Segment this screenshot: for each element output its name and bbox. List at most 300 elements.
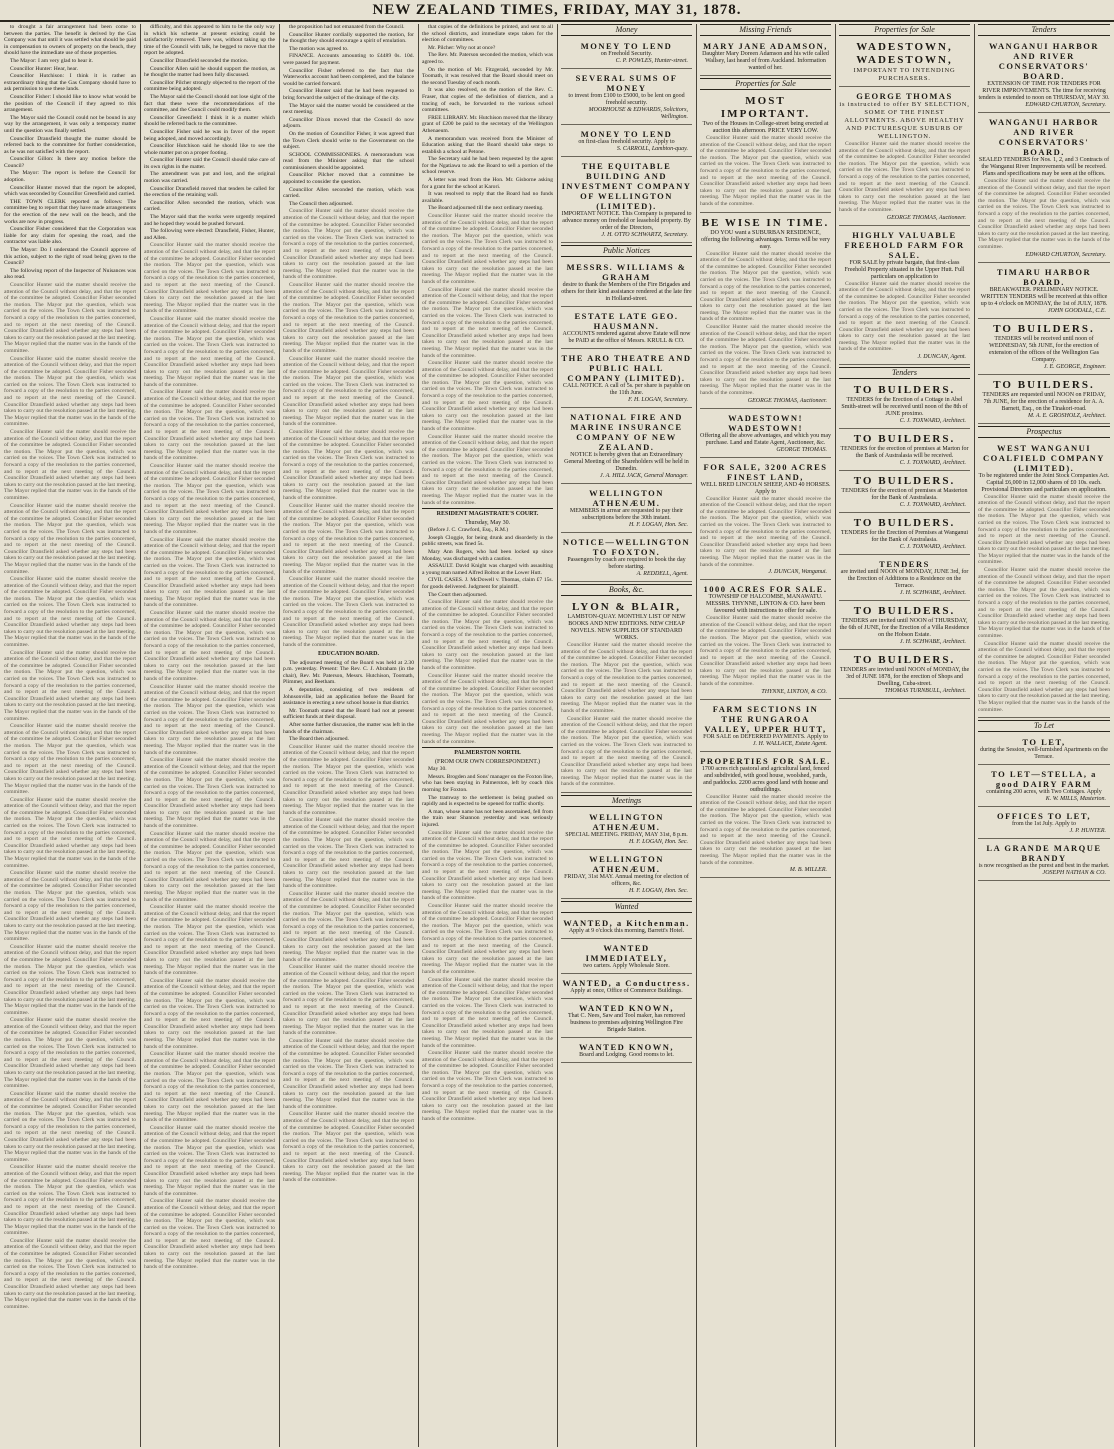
ad-signature: J. H. SCHWABE, Architect.	[899, 590, 966, 597]
paragraph: Councillor Hunter said the matter should receive the attention of the Council without delay, and that the report of the committee be adopted. Councillor Fisher seconded the motion. The Mayor put the question, which was carried on the voices. The Town Clerk was instructed to forward a copy of the resolution to the parties concerned, and to report at the next meeting of the Council. Councillor Dransfield asked whether any steps had been taken to carry out the resolution passed at the last meeting. The Mayor replied that the matter was in the hands of the committee.	[978, 178, 1110, 250]
advertisement	[561, 351, 692, 408]
ad-headline: WANGANUI HARBOR AND RIVER CONSERVATORS' BOARD.	[988, 117, 1100, 157]
paragraph: Councillor Hunter said the matter should receive the attention of the Council without delay, and that the report of the committee be adopted. Councillor Fisher seconded the motion. The Mayor put the question, which was carried on the voices. The Town Clerk was instructed to forward a copy of the resolution to the parties concerned, and to report at the next meeting of the Council. Councillor Dransfield asked whether any steps had been taken to carry out the resolution passed at the last meeting. The Mayor replied that the matter was in the hands of the committee.	[4, 870, 136, 943]
ad-headline: WANGANUI HARBOR AND RIVER CONSERVATORS' BOARD.	[988, 41, 1100, 81]
paragraph: Councillor Hunter said the matter should receive the attention of the Council without delay, and that the report of the committee be adopted. Councillor Fisher seconded the motion. The Mayor put the question, which was carried on the voices. The Town Clerk was instructed to forward a copy of the resolution to the parties concerned, and to report at the next meeting of the Council. Councillor Dransfield asked whether any steps had been taken to carry out the resolution passed at the last meeting. The Mayor replied that the matter was in the hands of the committee.	[4, 1090, 136, 1163]
category-heading: Tenders	[839, 367, 970, 379]
paragraph: On the motion of Councillor Fisher, it was agreed that the Town Clerk should write to the Government on the subject.	[283, 130, 414, 151]
advertisement	[700, 754, 831, 879]
paragraph: Councillor Hunter said the matter should receive the attention of the Council without delay, and that the report of the committee be adopted. Councillor Fisher seconded the motion. The Mayor put the question, which was carried on the voices. The Town Clerk was instructed to forward a copy of the resolution to the parties concerned, and to report at the next meeting of the Council. Councillor Dransfield asked whether any steps had been taken to carry out the resolution passed at the last meeting. The Mayor replied that the matter was in the hands of the committee.	[700, 615, 831, 688]
paragraph: (Before J. C. Crawford, Esq., R.M.)	[428, 527, 509, 534]
ad-body: SPECIAL MEETING. FRIDAY, MAY 31st, 8 p.m.	[565, 832, 688, 839]
paragraph: Councillor Fisher: I should like to know what would be the position of the Council if they agreed to this arrangement.	[4, 93, 136, 114]
ad-signature: F. H. LOGAN, Secretary.	[628, 397, 688, 403]
paragraph: Councillor Hunter said the matter should receive the attention of the Council without delay, and that the report of the committee be adopted. Councillor Fisher seconded the motion. The Mayor put the question, which was carried on the voices. The Town Clerk was instructed to forward a copy of the resolution to the parties concerned, and to report at the next meeting of the Council. Councillor Dransfield asked whether any steps had been taken to carry out the resolution passed at the last meeting. The Mayor replied that the matter was in the hands of the committee.	[283, 502, 414, 575]
advertisement	[978, 377, 1110, 424]
ad-body: TENDERS for the erection of premises at Masterton for the Bank of Australasia.	[841, 488, 968, 502]
ad-headline: TO BUILDERS.	[853, 517, 956, 530]
paragraph: Councillor Hunter said that he had been requested to bring forward the subject of the drainage of the city.	[283, 88, 414, 101]
paragraph: Councillor Hunter said the matter should receive the attention of the Council without delay, and that the report of the committee be adopted. Councillor Fisher seconded the motion. The Mayor put the question, which was carried on the voices. The Town Clerk was instructed to forward a copy of the resolution to the parties concerned, and to report at the next meeting of the Council. Councillor Dransfield asked whether any steps had been taken to carry out the resolution passed at the last meeting. The Mayor replied that the matter was in the hands of the committee.	[4, 429, 136, 501]
paragraph: Councillor Hunter said the matter should receive the attention of the Council without delay, and that the report of the committee be adopted. Councillor Fisher seconded the motion. The Mayor put the question, which was carried on the voices. The Town Clerk was instructed to forward a copy of the resolution to the parties concerned, and to report at the next meeting of the Council. Councillor Dransfield asked whether any steps had been taken to carry out the resolution passed at the last meeting. The Mayor replied that the matter was in the hands of the committee.	[700, 793, 831, 866]
ad-body: ACCOUNTS rendered against above Estate will now be PAID at the office of Messrs. KRULL & CO.	[562, 331, 691, 344]
paragraph: Councillor Hunter said the matter should receive the attention of the Council without delay, and that the report of the committee be adopted. Councillor Fisher seconded the motion. The Mayor put the question, which was carried on the voices. The Town Clerk was instructed to forward a copy of the resolution to the parties concerned, and to report at the next meeting of the Council. Councillor Dransfield asked whether any steps had been taken to carry out the resolution passed at the last meeting. The Mayor replied that the matter was in the hands of the committee.	[422, 829, 553, 902]
paragraph: The Mayor said the Council could not be bound in any way by the arrangement, it was only a temporary matter until the question was finally settled.	[4, 114, 136, 134]
ad-headline: TO BUILDERS.	[853, 605, 956, 618]
paragraph: Councillor Hunter said the matter should receive the attention of the Council without delay, and that the report of the committee be adopted. Councillor Fisher seconded the motion. The Mayor put the question, which was carried on the voices. The Town Clerk was instructed to forward a copy of the resolution to the parties concerned, and to report at the next meeting of the Council. Councillor Dransfield asked whether any steps had been taken to carry out the resolution passed at the last meeting. The Mayor replied that the matter was in the hands of the committee.	[283, 1037, 414, 1110]
paragraph: Councillor Hunter said the matter should receive the attention of the Council without delay, and that the report of the committee be adopted. Councillor Fisher seconded the motion. The Mayor put the question, which was carried on the voices. The Town Clerk was instructed to forward a copy of the resolution to the parties concerned, and to report at the next meeting of the Council. Councillor Dransfield asked whether any steps had been taken to carry out the resolution passed at the last meeting. The Mayor replied that the matter was in the hands of the committee.	[283, 208, 414, 281]
column-3	[283, 24, 414, 1447]
paragraph: Councillor Hunter said the matter should receive the attention of the Council without delay, and that the report of the committee be adopted. Councillor Fisher seconded the motion. The Mayor put the question, which was carried on the voices. The Town Clerk was instructed to forward a copy of the resolution to the parties concerned, and to report at the next meeting of the Council. Councillor Dransfield asked whether any steps had been taken to carry out the resolution passed at the last meeting. The Mayor replied that the matter was in the hands of the committee.	[144, 904, 275, 977]
paragraph: Councillor Hunter said the matter should receive the attention of the Council without delay, and that the report of the committee be adopted. Councillor Fisher seconded the motion. The Mayor put the question, which was carried on the voices. The Town Clerk was instructed to forward a copy of the resolution to the parties concerned, and to report at the next meeting of the Council. Councillor Dransfield asked whether any steps had been taken to carry out the resolution passed at the last meeting. The Mayor replied that the matter was in the hands of the committee.	[4, 943, 136, 1016]
ad-signature: M. B. MILLER.	[789, 867, 827, 874]
paragraph: Messrs. Brogden and Sons' manager on the Foxton line, who has been staying in Palmerston, left by coach this morning for Foxton.	[422, 773, 553, 793]
ad-headline: TO BUILDERS.	[993, 378, 1095, 391]
paragraph: Councillor Hunter said the matter should receive the attention of the Council without delay, and that the report of the committee be adopted. Councillor Fisher seconded the motion. The Mayor put the question, which was carried on the voices. The Town Clerk was instructed to forward a copy of the resolution to the parties concerned, and to report at the next meeting of the Council. Councillor Dransfield asked whether any steps had been taken to carry out the resolution passed at the last meeting. The Mayor replied that the matter was in the hands of the committee.	[978, 493, 1110, 566]
ad-headline: OFFICES TO LET,	[996, 811, 1092, 822]
paragraph: Councillor Hunter said the matter should receive the attention of the Council without delay, and that the report of the committee be adopted. Councillor Fisher seconded the motion. The Mayor put the question, which was carried on the voices. The Town Clerk was instructed to forward a copy of the resolution to the parties concerned, and to report at the next meeting of the Council. Councillor Dransfield asked whether any steps had been taken to carry out the resolution passed at the last meeting. The Mayor replied that the matter was in the hands of the committee.	[839, 280, 970, 353]
paragraph: Councillor Hunter said the matter should receive the attention of the Council without delay, and that the report of the committee be adopted. Councillor Fisher seconded the motion. The Mayor put the question, which was carried on the voices. The Town Clerk was instructed to forward a copy of the resolution to the parties concerned, and to report at the next meeting of the Council. Councillor Dransfield asked whether any steps had been taken to carry out the resolution passed at the last meeting. The Mayor replied that the matter was in the hands of the committee.	[4, 1017, 136, 1090]
ad-signature: GEORGE THOMAS, Auctioneer.	[747, 397, 827, 404]
ad-body: NOTICE is hereby given that an Extraordinary General Meeting of the Shareholders will be held in Dunedin.	[564, 452, 689, 472]
ad-body: to invest from £100 to £5000, to be lent on good freehold security.	[568, 93, 685, 106]
advertisement	[700, 582, 831, 700]
ad-headline: WANTED KNOWN,	[578, 1003, 675, 1014]
paragraph: Councillor Hunter said the matter should receive the attention of the Council without delay, and that the report of the committee be adopted. Councillor Fisher seconded the motion. The Mayor put the question, which was carried on the voices. The Town Clerk was instructed to forward a copy of the resolution to the parties concerned, and to report at the next meeting of the Council. Councillor Dransfield asked whether any steps had been taken to carry out the resolution passed at the last meeting. The Mayor replied that the matter was in the hands of the committee.	[283, 817, 414, 890]
ad-headline: LYON & BLAIR,	[571, 601, 682, 613]
paragraph: Councillor Hunter said the matter should receive the attention of the Council without delay, and that the report of the committee be adopted. Councillor Fisher seconded the motion. The Mayor put the question, which was carried on the voices. The Town Clerk was instructed to forward a copy of the resolution to the parties concerned, and to report at the next meeting of the Council. Councillor Dransfield asked whether any steps had been taken to carry out the resolution passed at the last meeting. The Mayor replied that the matter was in the hands of the committee.	[283, 1111, 414, 1184]
ad-body: FOR SALE by private bargain, that first-class Freehold Property situated in the Upper Hutt. Full particulars on application to	[844, 259, 965, 280]
ad-headline: WELLINGTON ATHENÆUM.	[589, 854, 664, 875]
advertisement	[839, 652, 970, 699]
advertisement	[561, 1040, 692, 1063]
ad-body: 1700 acres rich pastoral and agricultural land, fenced and subdivided, with good house, woolshed, yards, and paddocks. 2200 acres good land with house and outbuildings.	[701, 765, 830, 793]
ad-headline: NATIONAL FIRE AND MARINE INSURANCE COMPANY OF NEW ZEALAND.	[570, 412, 683, 452]
advertisement	[978, 39, 1110, 113]
advertisement	[839, 603, 970, 650]
paragraph: Councillor Greenfield: I think it is a matter which should be referred back to the committee.	[144, 114, 275, 128]
ad-body: Apply at once, Office of Commerce Buildings.	[570, 988, 683, 995]
ad-signature: C. J. TOXWARD, Architect.	[899, 502, 966, 509]
ad-signature: EDWARD CHURTON, Secretary.	[1025, 251, 1106, 258]
paragraph: The adjourned meeting of the Board was held at 2.30 p.m. yesterday. Present: The Rev. C. J. Abraham (in the chair), Rev. Mr. Paterson, Messrs. Hutchison, Toomath, Plimmer, and Beetham.	[283, 659, 414, 686]
ad-body: Apply at 9 o'clock this morning, Barrett's Hotel.	[568, 928, 685, 935]
ad-signature: J. P. HUNTER.	[1069, 828, 1106, 835]
column-5-ads	[561, 24, 692, 1447]
column-rule	[140, 24, 141, 1447]
ad-body: EXTENSION OF TIME FOR TENDERS FOR RIVER IMPROVEMENTS. The time for receiving tenders is extended to noon on THURSDAY, MAY 30.	[978, 81, 1110, 101]
masthead-title: NEW ZEALAND TIMES, FRIDAY, MAY 31, 1878.	[372, 1, 742, 18]
paragraph: Councillor Hunter said the matter should receive the attention of the Council without delay, and that the report of the committee be adopted. Councillor Fisher seconded the motion. The Mayor put the question, which was carried on the voices. The Town Clerk was instructed to forward a copy of the resolution to the parties concerned, and to report at the next meeting of the Council. Councillor Dransfield asked whether any steps had been taken to carry out the resolution passed at the last meeting. The Mayor replied that the matter was in the hands of the committee.	[422, 433, 553, 506]
ad-signature: THYNNE, LINTON, & CO.	[761, 688, 827, 695]
paragraph: Councillor Fisher referred to the fact that the Waterworks account had been completed, and the balance would be carried forward.	[283, 67, 414, 87]
category-heading: Meetings	[561, 795, 692, 807]
advertisement	[700, 39, 831, 76]
paragraph: Councillor Hunter said the matter should receive the attention of the Council without delay, and that the report of the committee be adopted. Councillor Fisher seconded the motion. The Mayor put the question, which was carried on the voices. The Town Clerk was instructed to forward a copy of the resolution to the parties concerned, and to report at the next meeting of the Council. Councillor Dransfield asked whether any steps had been taken to carry out the resolution passed at the last meeting. The Mayor replied that the matter was in the hands of the committee.	[283, 281, 414, 354]
ad-signature: J. DUNCAN, Agent.	[917, 354, 966, 361]
paragraph: The Mayor: I am very glad to hear it.	[10, 57, 94, 64]
paragraph: SCHOOL COMMISSIONERS. A memorandum was read from the Minister asking that the school commissioners should be appointed.	[283, 151, 414, 171]
advertisement	[561, 260, 692, 307]
paragraph: Councillor Hunter said the matter should receive the attention of the Council without delay, and that the report of the committee be adopted. Councillor Fisher seconded the motion. The Mayor put the question, which was carried on the voices. The Town Clerk was instructed to forward a copy of the resolution to the parties concerned, and to report at the next meeting of the Council. Councillor Dransfield asked whether any steps had been taken to carry out the resolution passed at the last meeting. The Mayor replied that the matter was in the hands of the committee.	[978, 640, 1110, 713]
paragraph: Councillor Dixon moved that the Council do now adjourn.	[283, 116, 414, 130]
ad-body: TENDERS for the Erection of Premises at Wanganui for the Bank of Australasia.	[840, 530, 969, 544]
ad-headline: THE EQUITABLE BUILDING AND INVESTMENT COMPANY OF WELLINGTON (LIMITED).	[561, 161, 692, 211]
paragraph: CIVIL CASES. J. McDowell v. Thomas, claim £7 15s. for goods delivered. Judgment for plaintiff.	[422, 577, 553, 590]
paragraph: Councillor Hunter said the matter should receive the attention of the Council without delay, and that the report of the committee be adopted. Councillor Fisher seconded the motion. The Mayor put the question, which was carried on the voices. The Town Clerk was instructed to forward a copy of the resolution to the parties concerned, and to report at the next meeting of the Council. Councillor Dransfield asked whether any steps had been taken to carry out the resolution passed at the last meeting. The Mayor replied that the matter was in the hands of the committee.	[144, 242, 275, 315]
paragraph: Councillor Hunter said the matter should receive the attention of the Council without delay, and that the report of the committee be adopted. Councillor Fisher seconded the motion. The Mayor put the question, which was carried on the voices. The Town Clerk was instructed to forward a copy of the resolution to the parties concerned, and to report at the next meeting of the Council. Councillor Dransfield asked whether any steps had been taken to carry out the resolution passed at the last meeting. The Mayor replied that the matter was in the hands of the committee.	[4, 355, 136, 428]
paragraph: The Board adjourned till the next ordinary meeting.	[428, 205, 544, 212]
ad-headline: MOST IMPORTANT.	[720, 95, 811, 120]
advertisement	[700, 411, 831, 458]
column-rule	[418, 24, 419, 1447]
paragraph: A deputation, consisting of two residents of Johnsonville, laid an application before the Board for assistance in erecting a new school house in that district.	[283, 687, 414, 707]
ad-headline: TIMARU HARBOR BOARD.	[996, 266, 1092, 287]
paragraph: The tramway to the settlement is being pushed on rapidly and is expected to be opened for traffic shortly.	[422, 794, 553, 808]
section-subheading: (FROM OUR OWN CORRESPONDENT.)	[435, 759, 540, 766]
ad-headline: MARY JANE ADAMSON,	[703, 41, 828, 51]
ad-signature: A. REDDELL, Agent.	[636, 571, 688, 577]
paragraph: Councillor Hunter said the matter should receive the attention of the Council without delay, and that the report of the committee be adopted. Councillor Fisher seconded the motion. The Mayor put the question, which was carried on the voices. The Town Clerk was instructed to forward a copy of the resolution to the parties concerned, and to report at the next meeting of the Council. Councillor Dransfield asked whether any steps had been taken to carry out the resolution passed at the last meeting. The Mayor replied that the matter was in the hands of the committee.	[144, 830, 275, 903]
paragraph: Councillor Hunter said the matter should receive the attention of the Council without delay, and that the report of the committee be adopted. Councillor Fisher seconded the motion. The Mayor put the question, which was carried on the voices. The Town Clerk was instructed to forward a copy of the resolution to the parties concerned, and to report at the next meeting of the Council. Councillor Dransfield asked whether any steps had been taken to carry out the resolution passed at the last meeting. The Mayor replied that the matter was in the hands of the committee.	[4, 649, 136, 722]
paragraph: Councillor Hunter said the matter should receive the attention of the Council without delay, and that the report of the committee be adopted. Councillor Fisher seconded the motion. The Mayor put the question, which was carried on the voices. The Town Clerk was instructed to forward a copy of the resolution to the parties concerned, and to report at the next meeting of the Council. Councillor Dransfield asked whether any steps had been taken to carry out the resolution passed at the last meeting. The Mayor replied that the matter was in the hands of the committee.	[4, 502, 136, 575]
ad-signature: J. E. GEORGE, Engineer.	[1043, 363, 1106, 370]
paragraph: Councillor Hunter said the matter should receive the attention of the Council without delay, and that the report of the committee be adopted. Councillor Fisher seconded the motion. The Mayor put the question, which was carried on the voices. The Town Clerk was instructed to forward a copy of the resolution to the parties concerned, and to report at the next meeting of the Council. Councillor Dransfield asked whether any steps had been taken to carry out the resolution passed at the last meeting. The Mayor replied that the matter was in the hands of the committee.	[422, 903, 553, 975]
ad-body: IMPORTANT TO INTENDING PURCHASERS.	[853, 67, 956, 82]
advertisement	[978, 767, 1110, 807]
ad-signature: J. DUNCAN, Wanganui.	[768, 569, 827, 576]
paragraph: Councillor Hunter said the matter should receive the attention of the Council without delay, and that the report of the committee be adopted. Councillor Fisher seconded the motion. The Mayor put the question, which was carried on the voices. The Town Clerk was instructed to forward a copy of the resolution to the parties concerned, and to report at the next meeting of the Council. Councillor Dransfield asked whether any steps had been taken to carry out the resolution passed at the last meeting. The Mayor replied that the matter was in the hands of the committee.	[561, 715, 692, 788]
section-subheading: Thursday, May 30.	[464, 520, 511, 527]
paragraph: Councillor Hunter said the matter should receive the attention of the Council without delay, and that the report of the committee be adopted. Councillor Fisher seconded the motion. The Mayor put the question, which was carried on the voices. The Town Clerk was instructed to forward a copy of the resolution to the parties concerned, and to report at the next meeting of the Council. Councillor Dransfield asked whether any steps had been taken to carry out the resolution passed at the last meeting. The Mayor replied that the matter was in the hands of the committee.	[4, 281, 136, 354]
advertisement	[978, 841, 1110, 881]
advertisement	[839, 431, 970, 471]
ad-headline: WANTED, a Kitchenman.	[563, 918, 690, 929]
paragraph: Councillor Hunter said the matter should receive the attention of the Council without delay, and that the report of the committee be adopted. Councillor Fisher seconded the motion. The Mayor put the question, which was carried on the voices. The Town Clerk was instructed to forward a copy of the resolution to the parties concerned, and to report at the next meeting of the Council. Councillor Dransfield asked whether any steps had been taken to carry out the resolution passed at the last meeting. The Mayor replied that the matter was in the hands of the committee.	[283, 429, 414, 501]
paragraph: to drought a fair arrangement had been come to between the parties. The benefit is derived by the Gas Company was that until it was settled what should be paid in compensation to owners of property on the beach, they should have the immediate use of those properties.	[4, 24, 136, 57]
ad-headline: TO LET—STELLA, a good DAIRY FARM	[991, 769, 1097, 790]
paragraph: Councillor Allen said he should support the motion, as he thought the matter had been fully discussed.	[144, 65, 275, 79]
column-rule	[279, 24, 280, 1447]
ad-headline: TO BUILDERS.	[853, 475, 956, 488]
advertisement	[978, 735, 1110, 765]
paragraph: Councillor Dransfield seconded the motion.	[150, 57, 249, 64]
paragraph: Councillor Hunter said the matter should receive the attention of the Council without delay, and that the report of the committee be adopted. Councillor Fisher seconded the motion. The Mayor put the question, which was carried on the voices. The Town Clerk was instructed to forward a copy of the resolution to the parties concerned, and to report at the next meeting of the Council. Councillor Dransfield asked whether any steps had been taken to carry out the resolution passed at the last meeting. The Mayor replied that the matter was in the hands of the committee.	[422, 599, 553, 672]
paragraph: Councillor Dransfield thought the matter should be referred back to the committee for further consideration, as he was not satisfied with the report.	[4, 135, 136, 155]
paragraph: Councillor Hunter said the matter should receive the attention of the Council without delay, and that the report of the committee be adopted. Councillor Fisher seconded the motion. The Mayor put the question, which was carried on the voices. The Town Clerk was instructed to forward a copy of the resolution to the parties concerned, and to report at the next meeting of the Council. Councillor Dransfield asked whether any steps had been taken to carry out the resolution passed at the last meeting. The Mayor replied that the matter was in the hands of the committee.	[144, 1051, 275, 1124]
ad-signature: C. J. TOXWARD, Architect.	[899, 418, 966, 425]
paragraph: The Mayor: The report is before the Council for adoption.	[4, 170, 136, 184]
ad-signature: JOSEPH NATHAN & CO.	[1042, 870, 1106, 877]
ad-signature: C. P. POWLES, Hunter-street.	[615, 58, 688, 64]
ad-body: LAMBTON-QUAY. MONTHLY LIST OF NEW BOOKS AND NEW EDITIONS. NEW CHEAP NOVELS. NEW SUPPLIES OF STANDARD WORKS.	[567, 614, 686, 641]
paragraph: Councillor Gillon: Is there any motion before the Council?	[4, 156, 136, 169]
category-heading: Public Notices	[561, 245, 692, 257]
paragraph: The following report of the Inspector of Nuisances was also read.	[4, 267, 136, 281]
advertisement	[561, 486, 692, 533]
ad-headline: WEST WANGANUI COALFIELD COMPANY (LIMITED).	[983, 442, 1105, 473]
paragraph: Councillor Hunter said the matter should receive the attention of the Council without delay, and that the report of the committee be adopted. Councillor Fisher seconded the motion. The Mayor put the question, which was carried on the voices. The Town Clerk was instructed to forward a copy of the resolution to the parties concerned, and to report at the next meeting of the Council. Councillor Dransfield asked whether any steps had been taken to carry out the resolution passed at the last meeting. The Mayor replied that the matter was in the hands of the committee.	[144, 1124, 275, 1197]
ad-headline: WADESTOWN, WADESTOWN,	[856, 41, 953, 66]
paragraph: Mary Ann Rogers, who had been locked up since Monday, was discharged with a caution.	[422, 548, 553, 562]
ad-headline: SEVERAL SUMS OF MONEY	[575, 73, 678, 93]
ad-signature: S. CARROLL, Lambton-quay.	[616, 146, 688, 152]
ad-headline: LA GRANDE MARQUE BRANDY	[986, 843, 1102, 864]
ad-headline: WANTED KNOWN,	[578, 1042, 675, 1053]
ad-body: That C. Nees, Saw and Tool maker, has removed business to premises adjoining Wellington Fire Brigade Station.	[567, 1013, 686, 1034]
advertisement	[561, 1001, 692, 1038]
advertisement	[839, 39, 970, 87]
advertisement	[561, 410, 692, 484]
paragraph: Councillor Hunter said the matter should receive the attention of the Council without delay, and that the report of the committee be adopted. Councillor Fisher seconded the motion. The Mayor put the question, which was carried on the voices. The Town Clerk was instructed to forward a copy of the resolution to the parties concerned, and to report at the next meeting of the Council. Councillor Dransfield asked whether any steps had been taken to carry out the resolution passed at the last meeting. The Mayor replied that the matter was in the hands of the committee.	[4, 1237, 136, 1310]
paragraph: Councillor Pilcher strongly objected to the report of the committee being adopted.	[144, 79, 275, 93]
paragraph: The following were elected: Dransfield, Fisher, Hunter, and Allen.	[144, 228, 275, 241]
column-4	[422, 24, 553, 1447]
paragraph: ASSAULT. David Knight was charged with assaulting a young man named Alfred Bolton at the Lower Hutt.	[422, 563, 553, 576]
ad-body: To be registered under the Joint Stock Companies Act. Capital £6,000 in 12,000 shares of £0 10s. each. Provisional Directors and particulars on application.	[978, 472, 1110, 493]
paragraph: Mr. Pilcher: Why not at once?	[428, 44, 496, 51]
ad-headline: FARM SECTIONS IN THE RUNGAROA VALLEY, UPPER HUTT,	[704, 703, 827, 734]
paragraph: The Board then adjourned.	[289, 736, 349, 743]
paragraph: It was resolved to reply that the Board had no funds available.	[422, 191, 553, 204]
paragraph: Councillor Hunter said the matter should receive the attention of the Council without delay, and that the report of the committee be adopted. Councillor Fisher seconded the motion. The Mayor put the question, which was carried on the voices. The Town Clerk was instructed to forward a copy of the resolution to the parties concerned, and to report at the next meeting of the Council. Councillor Dransfield asked whether any steps had been taken to carry out the resolution passed at the last meeting. The Mayor replied that the matter was in the hands of the committee.	[422, 672, 553, 745]
ad-body: desire to thank the Members of the Fire Brigades and others for their kind assistance rendered at the late fire in Holland-street.	[561, 282, 692, 302]
category-heading: Missing Friends	[700, 24, 831, 36]
paragraph: Councillor Fisher said he was in favor of the report being adopted, and moved accordingly.	[144, 128, 275, 142]
paragraph: Councillor Allen seconded the motion, which was carried.	[144, 199, 275, 213]
paragraph: The motion was agreed to.	[289, 45, 349, 52]
category-heading: To Let	[978, 720, 1110, 732]
ad-headline: TO BUILDERS.	[853, 384, 956, 397]
paragraph: After some further discussion, the matter was left in the hands of the chairman.	[283, 721, 414, 735]
ad-body: on Freehold Security.	[600, 51, 653, 57]
advertisement	[561, 599, 692, 793]
paragraph: The Rev. Mr. Paterson seconded the motion, which was agreed to.	[422, 52, 553, 65]
paragraph: THE TOWN CLERK reported as follows: The committee beg to report that they have made arrangements for the erection of the new wall on the beach, and the works are now in progress.	[4, 198, 136, 225]
paragraph: Councillor Allen seconded the motion, which was carried.	[283, 186, 414, 200]
paragraph: Councillor Hunter said the matter should receive the attention of the Council without delay, and that the report of the committee be adopted. Councillor Fisher seconded the motion. The Mayor put the question, which was carried on the voices. The Town Clerk was instructed to forward a copy of the resolution to the parties concerned, and to report at the next meeting of the Council. Councillor Dransfield asked whether any steps had been taken to carry out the resolution passed at the last meeting. The Mayor replied that the matter was in the hands of the committee.	[283, 964, 414, 1037]
ad-body: two carters. Apply Wholesale Store.	[583, 963, 670, 970]
advertisement	[978, 115, 1110, 263]
paragraph: Councillor Hunter: Hear, hear.	[10, 65, 78, 72]
column-8-ads	[978, 24, 1110, 1447]
ad-headline: HIGHLY VALUABLE FREEHOLD FARM FOR SALE.	[844, 229, 965, 260]
section-heading: PALMERSTON NORTH.	[422, 747, 553, 757]
ad-body: TENDERS for the Erection of a Cottage in Abel Smith-street will be received until noon of the 8th of JUNE proximo.	[841, 397, 968, 418]
paragraph: Councillor Hutchison said he should like to see the whole matter put on a proper footing.	[144, 143, 275, 156]
paragraph: FINANCE. Accounts amounting to £4489 0s. 10d. were passed for payment.	[283, 53, 414, 66]
paragraph: The Secretary said he had been requested by the agent for the Ngatiawa to ask the Board to sell a portion of the school reserve.	[422, 156, 553, 176]
paragraph: difficulty, and this appeared to him to be the only way in which his scheme at present existing could be satisfactorily removed. There was, without taking up the time of the Council with talk, he begged to move that the report be adopted.	[144, 24, 275, 57]
column-7-ads	[839, 24, 970, 1447]
ad-body: TENDERS are invited until NOON of THURSDAY, the 6th of JUNE, for the Erection of a Villa Residence on the Hobson Estate.	[839, 618, 970, 639]
paragraph: Councillor Hunter said the matter should receive the attention of the Council without delay, and that the report of the committee be adopted. Councillor Fisher seconded the motion. The Mayor put the question, which was carried on the voices. The Town Clerk was instructed to forward a copy of the resolution to the parties concerned, and to report at the next meeting of the Council. Councillor Dransfield asked whether any steps had been taken to carry out the resolution passed at the last meeting. The Mayor replied that the matter was in the hands of the committee.	[283, 743, 414, 816]
paragraph: Councillor Hunter said the matter should receive the attention of the Council without delay, and that the report of the committee be adopted. Councillor Fisher seconded the motion. The Mayor put the question, which was carried on the voices. The Town Clerk was instructed to forward a copy of the resolution to the parties concerned, and to report at the next meeting of the Council. Councillor Dransfield asked whether any steps had been taken to carry out the resolution passed at the last meeting. The Mayor replied that the matter was in the hands of the committee.	[144, 315, 275, 388]
ad-headline: MONEY TO LEND	[580, 129, 673, 139]
paragraph: Councillor Hunter said the matter should receive the attention of the Council without delay, and that the report of the committee be adopted. Councillor Fisher seconded the motion. The Mayor put the question, which was carried on the voices. The Town Clerk was instructed to forward a copy of the resolution to the parties concerned, and to report at the next meeting of the Council. Councillor Dransfield asked whether any steps had been taken to carry out the resolution passed at the last meeting. The Mayor replied that the matter was in the hands of the committee.	[4, 723, 136, 796]
ad-headline: GEORGE THOMAS	[856, 91, 953, 101]
paragraph: A letter was read from the Hon. Mr. Gisborne asking for a grant for the school at Karori.	[422, 177, 553, 190]
ad-body: TENDERS are requested until NOON on FRIDAY, 7th JUNE, for the erection of a residence for A. A. Barnett, Esq., on the Tinakori-road.	[982, 391, 1106, 412]
category-heading: Wanted	[561, 901, 692, 913]
paragraph: Councillor Hunter said the matter should receive the attention of the Council without delay, and that the report of the committee be adopted. Councillor Fisher seconded the motion. The Mayor put the question, which was carried on the voices. The Town Clerk was instructed to forward a copy of the resolution to the parties concerned, and to report at the next meeting of the Council. Councillor Dransfield asked whether any steps had been taken to carry out the resolution passed at the last meeting. The Mayor replied that the matter was in the hands of the committee.	[283, 576, 414, 649]
ad-headline: TO BUILDERS.	[853, 433, 956, 446]
paragraph: Councillor Hunter said the matter should receive the attention of the Council without delay, and that the report of the committee be adopted. Councillor Fisher seconded the motion. The Mayor put the question, which was carried on the voices. The Town Clerk was instructed to forward a copy of the resolution to the parties concerned, and to report at the next meeting of the Council. Councillor Dransfield asked whether any steps had been taken to carry out the resolution passed at the last meeting. The Mayor replied that the matter was in the hands of the committee.	[700, 250, 831, 323]
paragraph: Councillor Hunter said the matter should receive the attention of the Council without delay, and that the report of the committee be adopted. Councillor Fisher seconded the motion. The Mayor put the question, which was carried on the voices. The Town Clerk was instructed to forward a copy of the resolution to the parties concerned, and to report at the next meeting of the Council. Councillor Dransfield asked whether any steps had been taken to carry out the resolution passed at the last meeting. The Mayor replied that the matter was in the hands of the committee.	[144, 1198, 275, 1271]
ad-headline: WELLINGTON ATHENÆUM.	[589, 812, 664, 833]
advertisement	[561, 159, 692, 243]
ad-body: BREAKWATER. PRELIMINARY NOTICE. WRITTEN TENDERS will be received at this office up to 4 o'clock on MONDAY, the 1st of JULY, 1878.	[980, 286, 1108, 307]
paragraph: Councillor Hunter said the Council should take care of its own rights in the matter.	[144, 157, 275, 170]
ad-signature: C. J. TOXWARD, Architect.	[899, 460, 966, 467]
advertisement	[561, 852, 692, 899]
advertisement	[561, 535, 692, 582]
paragraph: The amendment was put and lost, and the original motion was carried.	[144, 171, 275, 185]
paragraph: May 30.	[428, 766, 447, 773]
paragraph: Councillor Hunter said the matter should receive the attention of the Council without delay, and that the report of the committee be adopted. Councillor Fisher seconded the motion. The Mayor put the question, which was carried on the voices. The Town Clerk was instructed to forward a copy of the resolution to the parties concerned, and to report at the next meeting of the Council. Councillor Dransfield asked whether any steps had been taken to carry out the resolution passed at the last meeting. The Mayor replied that the matter was in the hands of the committee.	[700, 495, 831, 568]
paragraph: Councillor Hunter said the matter should receive the attention of the Council without delay, and that the report of the committee be adopted. Councillor Fisher seconded the motion. The Mayor put the question, which was carried on the voices. The Town Clerk was instructed to forward a copy of the resolution to the parties concerned, and to report at the next meeting of the Council. Councillor Dransfield asked whether any steps had been taken to carry out the resolution passed at the last meeting. The Mayor replied that the matter was in the hands of the committee.	[839, 141, 970, 213]
ad-body: SEALED TENDERS for Nos. 1, 2, and 3 Contracts of the Wanganui River Improvements will be received. Plans and specifications may be seen at the offices.	[978, 157, 1110, 177]
paragraph: Councillor Hunter said the matter should receive the attention of the Council without delay, and that the report of the committee be adopted. Councillor Fisher seconded the motion. The Mayor put the question, which was carried on the voices. The Town Clerk was instructed to forward a copy of the resolution to the parties concerned, and to report at the next meeting of the Council. Councillor Dransfield asked whether any steps had been taken to carry out the resolution passed at the last meeting. The Mayor replied that the matter was in the hands of the committee.	[700, 324, 831, 396]
ad-headline: BE WISE IN TIME.	[701, 216, 830, 229]
ad-body: CALL NOTICE. A call of 5s. per share is payable on the 11th June.	[562, 383, 691, 396]
paragraph: Councillor Hunter said the matter should receive the attention of the Council without delay, and that the report of the committee be adopted. Councillor Fisher seconded the motion. The Mayor put the question, which was carried on the voices. The Town Clerk was instructed to forward a copy of the resolution to the parties concerned, and to report at the next meeting of the Council. Councillor Dransfield asked whether any steps had been taken to carry out the resolution passed at the last meeting. The Mayor replied that the matter was in the hands of the committee.	[144, 977, 275, 1050]
ad-signature: M. A. E. GROSHOLZ, Architect.	[1027, 412, 1106, 419]
advertisement	[839, 473, 970, 513]
advertisement	[978, 441, 1110, 719]
column-rule	[696, 24, 697, 1447]
ad-headline: WELLINGTON ATHENÆUM.	[589, 488, 664, 508]
paragraph: The Mayor said the matter would be considered at the next meeting.	[283, 102, 414, 116]
advertisement	[561, 941, 692, 974]
column-1	[4, 24, 136, 1447]
advertisement	[839, 89, 970, 226]
paragraph: Councillor Hunter said the matter should receive the attention of the Council without delay, and that the report of the committee be adopted. Councillor Fisher seconded the motion. The Mayor put the question, which was carried on the voices. The Town Clerk was instructed to forward a copy of the resolution to the parties concerned, and to report at the next meeting of the Council. Councillor Dransfield asked whether any steps had been taken to carry out the resolution passed at the last meeting. The Mayor replied that the matter was in the hands of the committee.	[700, 135, 831, 207]
ad-headline: WANTED IMMEDIATELY,	[585, 943, 668, 964]
column-rule	[974, 24, 975, 1447]
column-rule	[835, 24, 836, 1447]
paragraph: It was also resolved, on the motion of the Rev. C. Fraser, that copies of the definition of districts, and a tracing of each, be forwarded to the various school committees.	[422, 87, 553, 114]
ad-headline: NOTICE—WELLINGTON TO FOXTON.	[562, 537, 691, 557]
masthead	[0, 0, 1114, 22]
paragraph: The Mayor said the Council should not lose sight of the fact that these were the recommendations of the committee, and the Council could modify them.	[144, 93, 275, 114]
ad-body: IMPORTANT NOTICE. This Company is prepared to advance money on freehold or leasehold property. By order of the Directors,	[561, 211, 692, 231]
paragraph: Councillor Hunter said the matter should receive the attention of the Council without delay, and that the report of the committee be adopted. Councillor Fisher seconded the motion. The Mayor put the question, which was carried on the voices. The Town Clerk was instructed to forward a copy of the resolution to the parties concerned, and to report at the next meeting of the Council. Councillor Dransfield asked whether any steps had been taken to carry out the resolution passed at the last meeting. The Mayor replied that the matter was in the hands of the committee.	[422, 213, 553, 285]
paragraph: Councillor Hunter said the matter should receive the attention of the Council without delay, and that the report of the committee be adopted. Councillor Fisher seconded the motion. The Mayor put the question, which was carried on the voices. The Town Clerk was instructed to forward a copy of the resolution to the parties concerned, and to report at the next meeting of the Council. Councillor Dransfield asked whether any steps had been taken to carry out the resolution passed at the last meeting. The Mayor replied that the matter was in the hands of the committee.	[144, 757, 275, 830]
ad-body: Daughter Mary Doreen Adamson and his wife called Wallsey, last heard of from Auckland. Information wanted of her.	[702, 51, 829, 71]
ad-body: TOWNSHIP OF HALCOMBE, MANAWATU. MESSRS. THYNNE, LINTON & CO. have been favoured with instructions to offer for sale.	[706, 594, 825, 615]
paragraph: Councillor Hunter said the matter should receive the attention of the Council without delay, and that the report of the committee be adopted. Councillor Fisher seconded the motion. The Mayor put the question, which was carried on the voices. The Town Clerk was instructed to forward a copy of the resolution to the parties concerned, and to report at the next meeting of the Council. Councillor Dransfield asked whether any steps had been taken to carry out the resolution passed at the last meeting. The Mayor replied that the matter was in the hands of the committee.	[978, 567, 1110, 639]
paragraph: A man, whose name has not been ascertained, fell from the train near Shannon yesterday and was seriously injured.	[422, 808, 553, 828]
paragraph: Councillor Hunter said the matter should receive the attention of the Council without delay, and that the report of the committee be adopted. Councillor Fisher seconded the motion. The Mayor put the question, which was carried on the voices. The Town Clerk was instructed to forward a copy of the resolution to the parties concerned, and to report at the next meeting of the Council. Councillor Dransfield asked whether any steps had been taken to carry out the resolution passed at the last meeting. The Mayor replied that the matter was in the hands of the committee.	[144, 610, 275, 682]
paragraph: Councillor Hutchison: I think it is rather an extraordinary thing that the Gas Company should have to ask permission to use these lands.	[4, 73, 136, 93]
ad-body: is now recognised as the purest and best in the market.	[978, 863, 1110, 870]
advertisement	[839, 228, 970, 366]
ad-signature: MOORHOUSE & EDWARDS, Solicitors, Wellington.	[588, 107, 688, 120]
ad-body: during the Session, well-furnished Apartments on the Terrace.	[980, 747, 1108, 761]
paragraph: Councillor Hunter said the matter should receive the attention of the Council without delay, and that the report of the committee be adopted. Councillor Fisher seconded the motion. The Mayor put the question, which was carried on the voices. The Town Clerk was instructed to forward a copy of the resolution to the parties concerned, and to report at the next meeting of the Council. Councillor Dransfield asked whether any steps had been taken to carry out the resolution passed at the last meeting. The Mayor replied that the matter was in the hands of the committee.	[283, 890, 414, 963]
paragraph: Councillor Hunter said the matter should receive the attention of the Council without delay, and that the report of the committee be adopted. Councillor Fisher seconded the motion. The Mayor put the question, which was carried on the voices. The Town Clerk was instructed to forward a copy of the resolution to the parties concerned, and to report at the next meeting of the Council. Councillor Dransfield asked whether any steps had been taken to carry out the resolution passed at the last meeting. The Mayor replied that the matter was in the hands of the committee.	[422, 1050, 553, 1123]
paragraph: The Mayor: Do I understand the Council approve of this action, subject to the right of road being given to the Council?	[4, 247, 136, 267]
paragraph: Councillor Hunter said the matter should receive the attention of the Council without delay, and that the report of the committee be adopted. Councillor Fisher seconded the motion. The Mayor put the question, which was carried on the voices. The Town Clerk was instructed to forward a copy of the resolution to the parties concerned, and to report at the next meeting of the Council. Councillor Dransfield asked whether any steps had been taken to carry out the resolution passed at the last meeting. The Mayor replied that the matter was in the hands of the committee.	[4, 796, 136, 869]
paragraph: Councillor Hunter said the matter should receive the attention of the Council without delay, and that the report of the committee be adopted. Councillor Fisher seconded the motion. The Mayor put the question, which was carried on the voices. The Town Clerk was instructed to forward a copy of the resolution to the parties concerned, and to report at the next meeting of the Council. Councillor Dransfield asked whether any steps had been taken to carry out the resolution passed at the last meeting. The Mayor replied that the matter was in the hands of the committee.	[144, 683, 275, 756]
ad-body: containing 200 acres, with Two Cottages. Apply	[986, 789, 1102, 796]
ad-headline: FOR SALE, 3200 ACRES FINEST LAND,	[703, 461, 828, 482]
paragraph: On the motion of Mr. Fitzgerald, seconded by Mr. Toomath, it was resolved that the Board should meet on the second Tuesday of each month.	[422, 66, 553, 86]
article-body	[4, 24, 136, 1310]
paragraph: Councillor Hunter said the matter should receive the attention of the Council without delay, and that the report of the committee be adopted. Councillor Fisher seconded the motion. The Mayor put the question, which was carried on the voices. The Town Clerk was instructed to forward a copy of the resolution to the parties concerned, and to report at the next meeting of the Council. Councillor Dransfield asked whether any steps had been taken to carry out the resolution passed at the last meeting. The Mayor replied that the matter was in the hands of the committee.	[422, 286, 553, 359]
paragraph: the proposition had not emanated from the Council.	[289, 24, 405, 30]
ad-headline: TO BUILDERS.	[993, 322, 1095, 335]
ad-headline: THE ARO THEATRE AND PUBLIC HALL COMPANY (LIMITED).	[561, 353, 692, 383]
paragraph: Councillor Hunter said the matter should receive the attention of the Council without delay, and that the report of the committee be adopted. Councillor Fisher seconded the motion. The Mayor put the question, which was carried on the voices. The Town Clerk was instructed to forward a copy of the resolution to the parties concerned, and to report at the next meeting of the Council. Councillor Dransfield asked whether any steps had been taken to carry out the resolution passed at the last meeting. The Mayor replied that the matter was in the hands of the committee.	[422, 360, 553, 433]
ad-body: on first-class freehold security. Apply to	[578, 139, 675, 145]
ad-body: TENDERS are invited until NOON of MONDAY, the 3rd of JUNE 1878, for the erection of Shops and Dwelling, Cuba-street.	[839, 667, 970, 688]
advertisement	[561, 71, 692, 125]
ad-headline: WADESTOWN! WADESTOWN!	[728, 412, 803, 433]
paragraph: Councillor Hunter said the matter should receive the attention of the Council without delay, and that the report of the committee be adopted. Councillor Fisher seconded the motion. The Mayor put the question, which was carried on the voices. The Town Clerk was instructed to forward a copy of the resolution to the parties concerned, and to report at the next meeting of the Council. Councillor Dransfield asked whether any steps had been taken to carry out the resolution passed at the last meeting. The Mayor replied that the matter was in the hands of the committee.	[422, 976, 553, 1049]
category-heading: Tenders	[978, 24, 1110, 36]
ad-body: are invited until NOON of MONDAY, JUNE 3rd, for the Erection of Additions to a Residence on the Terrace.	[840, 569, 969, 590]
section-heading: RESIDENT MAGISTRATE'S COURT.	[422, 508, 553, 518]
ad-body: Board and Lodging. Good rooms to let.	[579, 1052, 674, 1059]
ad-signature: C. J. TOXWARD, Architect.	[899, 544, 966, 551]
category-heading: Properties for Sale	[839, 24, 970, 36]
paragraph: Councillor Hunter said the matter should receive the attention of the Council without delay, and that the report of the committee be adopted. Councillor Fisher seconded the motion. The Mayor put the question, which was carried on the voices. The Town Clerk was instructed to forward a copy of the resolution to the parties concerned, and to report at the next meeting of the Council. Councillor Dransfield asked whether any steps had been taken to carry out the resolution passed at the last meeting. The Mayor replied that the matter was in the hands of the committee.	[144, 536, 275, 609]
advertisement	[561, 810, 692, 850]
ad-body: FOR SALE on DEFERRED PAYMENTS. Apply to	[703, 733, 828, 740]
category-heading: Prospectus	[978, 426, 1110, 438]
paragraph: that copies of the definitions be printed, and sent to all the school districts, and immediate steps taken for the election of committees.	[422, 24, 553, 44]
advertisement	[700, 460, 831, 581]
paragraph: Councillor Hunter said the matter should receive the attention of the Council without delay, and that the report of the committee be adopted. Councillor Fisher seconded the motion. The Mayor put the question, which was carried on the voices. The Town Clerk was instructed to forward a copy of the resolution to the parties concerned, and to report at the next meeting of the Council. Councillor Dransfield asked whether any steps had been taken to carry out the resolution passed at the last meeting. The Mayor replied that the matter was in the hands of the committee.	[4, 1164, 136, 1237]
paragraph: Councillor Hunter said the matter should receive the attention of the Council without delay, and that the report of the committee be adopted. Councillor Fisher seconded the motion. The Mayor put the question, which was carried on the voices. The Town Clerk was instructed to forward a copy of the resolution to the parties concerned, and to report at the next meeting of the Council. Councillor Dransfield asked whether any steps had been taken to carry out the resolution passed at the last meeting. The Mayor replied that the matter was in the hands of the committee.	[283, 355, 414, 428]
paragraph: The Council then adjourned.	[289, 200, 354, 207]
paragraph: The Mayor said that the works were urgently required and he hoped they would be pushed forward.	[144, 214, 275, 227]
advertisement	[839, 382, 970, 429]
ad-signature: H. F. LOGAN, Hon. Sec.	[628, 888, 688, 895]
column-rule	[557, 24, 558, 1447]
ad-body: TENDERS for the erection of premises at Marton for the Bank of Australasia will be received.	[840, 446, 969, 460]
ad-body: MEMBERS in arrear are requested to pay their subscriptions before the 30th instant.	[569, 508, 684, 521]
ad-body: DO YOU want a SUBURBAN RESIDENCE, offering the following advantages. Terms will be very easy.	[701, 229, 830, 250]
advertisement	[561, 309, 692, 349]
advertisement	[700, 215, 831, 409]
advertisement	[978, 265, 1110, 319]
ad-signature: J. H. OTTO SCHWARTZ, Secretary.	[601, 232, 688, 238]
ad-headline: MONEY TO LEND	[580, 41, 673, 51]
advertisement	[561, 976, 692, 999]
paragraph: Councillor Hunter said the matter should receive the attention of the Council without delay, and that the report of the committee be adopted. Councillor Fisher seconded the motion. The Mayor put the question, which was carried on the voices. The Town Clerk was instructed to forward a copy of the resolution to the parties concerned, and to report at the next meeting of the Council. Councillor Dransfield asked whether any steps had been taken to carry out the resolution passed at the last meeting. The Mayor replied that the matter was in the hands of the committee.	[561, 642, 692, 714]
ad-body: Offering all the above advantages, and which you may purchase. Land and Estate Agent, Auctioneer, &c.	[700, 432, 831, 446]
advertisement	[839, 515, 970, 555]
ad-headline: TENDERS	[879, 559, 930, 570]
ad-signature: K. W. MILLS, Masterton.	[1045, 796, 1106, 803]
paragraph: Mr. Toomath stated that the Board had not at present sufficient funds at their disposal.	[283, 707, 414, 721]
paragraph: Councillor Pilcher moved that a committee be appointed to consider the question.	[283, 172, 414, 186]
paragraph: FREE LIBRARY. Mr. Hutchison moved that the library grant of £200 be paid to the secretary of the Wellington Athenaeum.	[422, 114, 553, 134]
ad-signature: GEORGE THOMAS, Auctioneer.	[886, 214, 966, 221]
ad-body: is instructed to offer BY SELECTION, SOME OF THE FINEST ALLOTMENTS. ABOVE HEALTHY AND PICTURESQUE SUBURB OF WELLINGTON.	[839, 101, 970, 140]
ad-headline: 1000 ACRES FOR SALE.	[703, 584, 828, 595]
ad-signature: GEORGE THOMAS.	[776, 446, 827, 453]
paragraph: Councillor Hunter said the matter should receive the attention of the Council without delay, and that the report of the committee be adopted. Councillor Fisher seconded the motion. The Mayor put the question, which was carried on the voices. The Town Clerk was instructed to forward a copy of the resolution to the parties concerned, and to report at the next meeting of the Council. Councillor Dransfield asked whether any steps had been taken to carry out the resolution passed at the last meeting. The Mayor replied that the matter was in the hands of the committee.	[144, 389, 275, 462]
paragraph: Councillor Hunter cordially supported the motion, for he thought they should encourage a spirit of emulation.	[283, 31, 414, 45]
advertisement	[561, 916, 692, 939]
ad-signature: J. H. WALLACE, Estate Agent.	[752, 740, 827, 747]
advertisement	[978, 321, 1110, 375]
ad-body: FRIDAY, 31st MAY. Annual meeting for election of officers, &c.	[564, 874, 689, 888]
paragraph: Councillor Hunter moved that the report be adopted, which was seconded by Councillor Greenfield and carried.	[4, 184, 136, 198]
